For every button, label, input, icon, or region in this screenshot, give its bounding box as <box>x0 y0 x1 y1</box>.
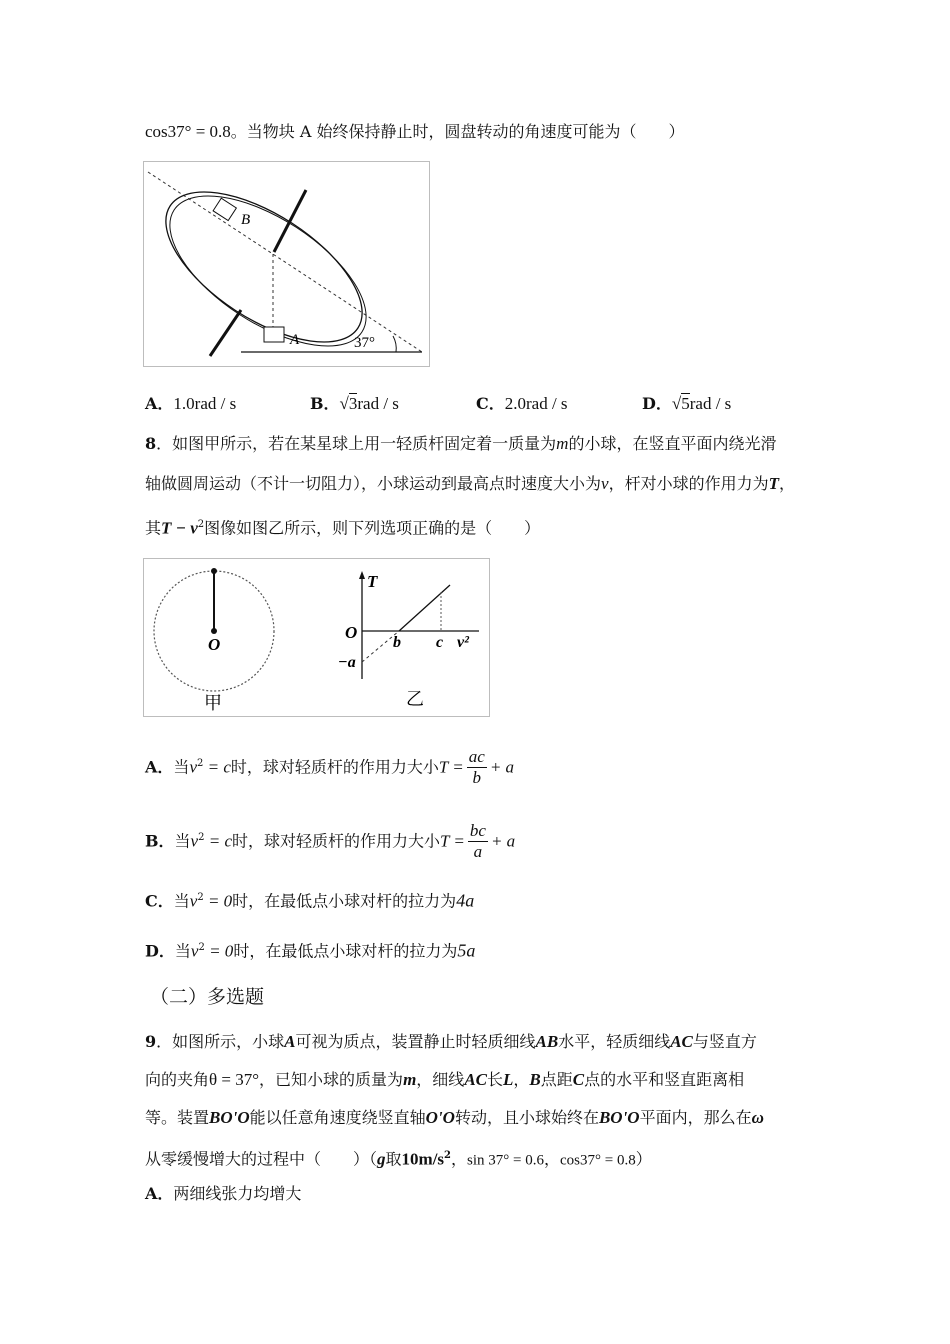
jia-center <box>211 628 217 634</box>
label-angle: 37° <box>354 335 375 351</box>
sqrt-sign: √ <box>671 394 682 413</box>
cond: = c <box>204 831 232 851</box>
yi-neg-a-label: −a <box>338 654 356 671</box>
q7-figure-tilted-disk <box>143 161 430 367</box>
option-letter: A． <box>145 757 174 777</box>
var-omega: ω <box>751 1108 764 1127</box>
yi-c-label: c <box>436 634 444 651</box>
q9-line-1 <box>145 1031 757 1053</box>
label-a: A <box>290 332 300 348</box>
q8-option-b <box>145 821 515 862</box>
text: 当 <box>174 941 191 961</box>
option-letter: D． <box>145 941 175 961</box>
axis-upper <box>274 190 306 252</box>
yi-o-label: O <box>345 623 358 642</box>
yi-t-label: T <box>367 572 378 591</box>
text: 点距 <box>540 1070 573 1089</box>
radicand: 3 <box>348 394 358 413</box>
q8-line-1 <box>145 433 776 455</box>
text: 等。装置 <box>145 1108 210 1127</box>
var-v: v <box>601 474 609 493</box>
label-b: B <box>241 212 251 228</box>
text: ，已知小球的质量为 <box>259 1070 404 1089</box>
angle-arc <box>393 336 396 352</box>
cos-expr: cos37° = 0.8 <box>560 1152 636 1169</box>
cond: = 0 <box>204 941 234 961</box>
sup: 2 <box>198 942 205 953</box>
text: ， <box>513 1070 530 1089</box>
yi-label: 乙 <box>406 689 424 710</box>
sin-expr: sin 37° = 0.6 <box>467 1152 544 1169</box>
var: v <box>189 891 198 911</box>
q7-option-d <box>642 391 731 414</box>
q7-option-c <box>476 391 568 414</box>
option-letter: C． <box>476 394 505 413</box>
text: ，细线 <box>416 1070 465 1089</box>
theta-expr: θ = 37° <box>209 1070 260 1089</box>
q7-option-b <box>310 391 399 414</box>
text: 的小球，在竖直平面内绕光滑 <box>568 434 777 453</box>
option-value: rad / s <box>357 394 399 413</box>
text: 当 <box>174 831 191 851</box>
text: ） <box>635 1149 652 1169</box>
sup: 2 <box>197 519 205 530</box>
q9-line-4 <box>145 1145 652 1171</box>
text: 能以任意角速度绕竖直轴 <box>249 1108 426 1127</box>
var: m <box>403 1070 417 1089</box>
text: 向的夹角 <box>145 1070 210 1089</box>
value: 5a <box>457 940 476 961</box>
text: 转动，且小球始终在 <box>454 1108 599 1127</box>
text: 时，球对轻质杆的作用力大小 <box>230 757 439 777</box>
var: BO'O <box>209 1108 250 1127</box>
q8-line-2 <box>145 473 795 495</box>
denominator: a <box>473 842 483 862</box>
fraction <box>468 821 488 862</box>
sqrt-sign: √ <box>339 394 349 413</box>
yi-b-label: b <box>393 634 401 651</box>
text: 轴做圆周运动（不计一切阻力），小球运动到最高点时速度大小为 <box>145 474 602 493</box>
t-eq: T = <box>440 831 465 851</box>
text: 水平，轻质细线 <box>558 1032 671 1051</box>
jia-o-label: O <box>208 635 221 654</box>
q9-line-2 <box>145 1069 744 1091</box>
text: 点的水平和竖直距离相 <box>584 1070 745 1089</box>
q7-option-a <box>145 391 236 414</box>
q8-figure <box>143 558 490 717</box>
g-value: 10m/s <box>401 1149 445 1169</box>
text: 与竖直方 <box>692 1032 757 1051</box>
q8-option-a <box>145 747 514 788</box>
var: B <box>529 1070 541 1089</box>
q8-figure-svg <box>144 559 489 716</box>
block-b <box>213 198 236 220</box>
radicand: 5 <box>681 394 690 413</box>
text: ， <box>451 1149 468 1169</box>
option-value: 1.0rad / s <box>173 394 237 413</box>
text: ．如图甲所示，若在某星球上用一轻质杆固定着一质量为 <box>156 434 557 453</box>
q9-line-3 <box>145 1107 764 1129</box>
value: 4a <box>456 890 475 911</box>
option-letter: B． <box>310 394 340 413</box>
sup: 2 <box>198 832 205 843</box>
q9-option-a <box>145 1183 301 1205</box>
option-text: 两细线张力均增大 <box>173 1184 302 1203</box>
denominator: b <box>472 768 482 788</box>
var: L <box>503 1070 514 1089</box>
q7-stem-line <box>145 121 685 143</box>
text: 可视为质点，装置静止时轻质细线 <box>295 1032 536 1051</box>
text: 其 <box>145 518 162 538</box>
cond: = 0 <box>203 891 233 911</box>
var: AC <box>670 1032 693 1051</box>
q7-stem-text: 。当物块 A 始终保持静止时，圆盘转动的角速度可能为（ ） <box>230 122 685 141</box>
q8-option-d <box>145 937 475 962</box>
text: ．如图所示，小球 <box>156 1032 285 1051</box>
var: BO'O <box>598 1108 640 1127</box>
fraction <box>467 747 487 788</box>
text: 从零缓慢增大的过程中（ ）（ <box>145 1149 378 1169</box>
text: 当 <box>173 757 190 777</box>
q8-option-c <box>145 887 474 912</box>
t-v2-expr: T − v <box>161 518 198 538</box>
var: C <box>572 1070 585 1089</box>
option-value: rad / s <box>689 394 732 413</box>
text: ， <box>778 474 795 493</box>
text: ，杆对小球的作用力为 <box>608 474 769 493</box>
t-eq: T = <box>438 757 464 777</box>
numerator: ac <box>468 747 485 767</box>
text: 时，在最低点小球对杆的拉力为 <box>233 941 458 961</box>
section-title: （二）多选题 <box>150 986 265 1008</box>
yi-solid-line <box>399 585 450 631</box>
sup: 2 <box>196 758 204 769</box>
text: 平面内，那么在 <box>639 1108 752 1127</box>
option-letter: D． <box>642 394 672 413</box>
tail: + a <box>489 757 515 777</box>
jia-ball <box>211 568 217 574</box>
option-value: 2.0rad / s <box>504 394 568 413</box>
cos-formula: cos37° = 0.8 <box>145 122 231 141</box>
text: 当 <box>173 891 190 911</box>
text: 取 <box>385 1149 402 1169</box>
q8-line-3 <box>145 514 540 539</box>
jia-label: 甲 <box>204 693 222 714</box>
numerator: bc <box>469 821 486 841</box>
text: 时，在最低点小球对杆的拉力为 <box>232 891 457 911</box>
block-a <box>264 327 284 342</box>
question-number: 8 <box>145 434 157 453</box>
sup: 2 <box>197 892 204 903</box>
option-letter: B． <box>145 831 175 851</box>
sup: 2 <box>444 1150 451 1161</box>
text: 长 <box>487 1070 504 1089</box>
var: v <box>189 757 197 777</box>
option-letter: A． <box>145 1184 174 1203</box>
yi-v2-label: v² <box>457 634 469 651</box>
cond: = c <box>203 757 231 777</box>
var: AC <box>464 1070 487 1089</box>
var: v <box>190 941 199 961</box>
var: v <box>190 831 199 851</box>
var-g: g <box>377 1149 386 1169</box>
text: 时，球对轻质杆的作用力大小 <box>232 831 441 851</box>
yi-y-arrow <box>359 571 365 579</box>
option-letter: A． <box>145 394 174 413</box>
text: 图像如图乙所示，则下列选项正确的是（ ） <box>204 518 541 538</box>
var: AB <box>535 1032 559 1051</box>
var-t: T <box>768 474 779 493</box>
q7-figure-svg <box>144 162 429 366</box>
axis-lower <box>210 310 241 356</box>
text: ， <box>543 1149 560 1169</box>
var: A <box>284 1032 296 1051</box>
tail: + a <box>490 831 516 851</box>
var: O'O <box>425 1108 455 1127</box>
var-m: m <box>556 434 569 453</box>
question-number: 9 <box>145 1032 157 1051</box>
option-letter: C． <box>145 891 174 911</box>
